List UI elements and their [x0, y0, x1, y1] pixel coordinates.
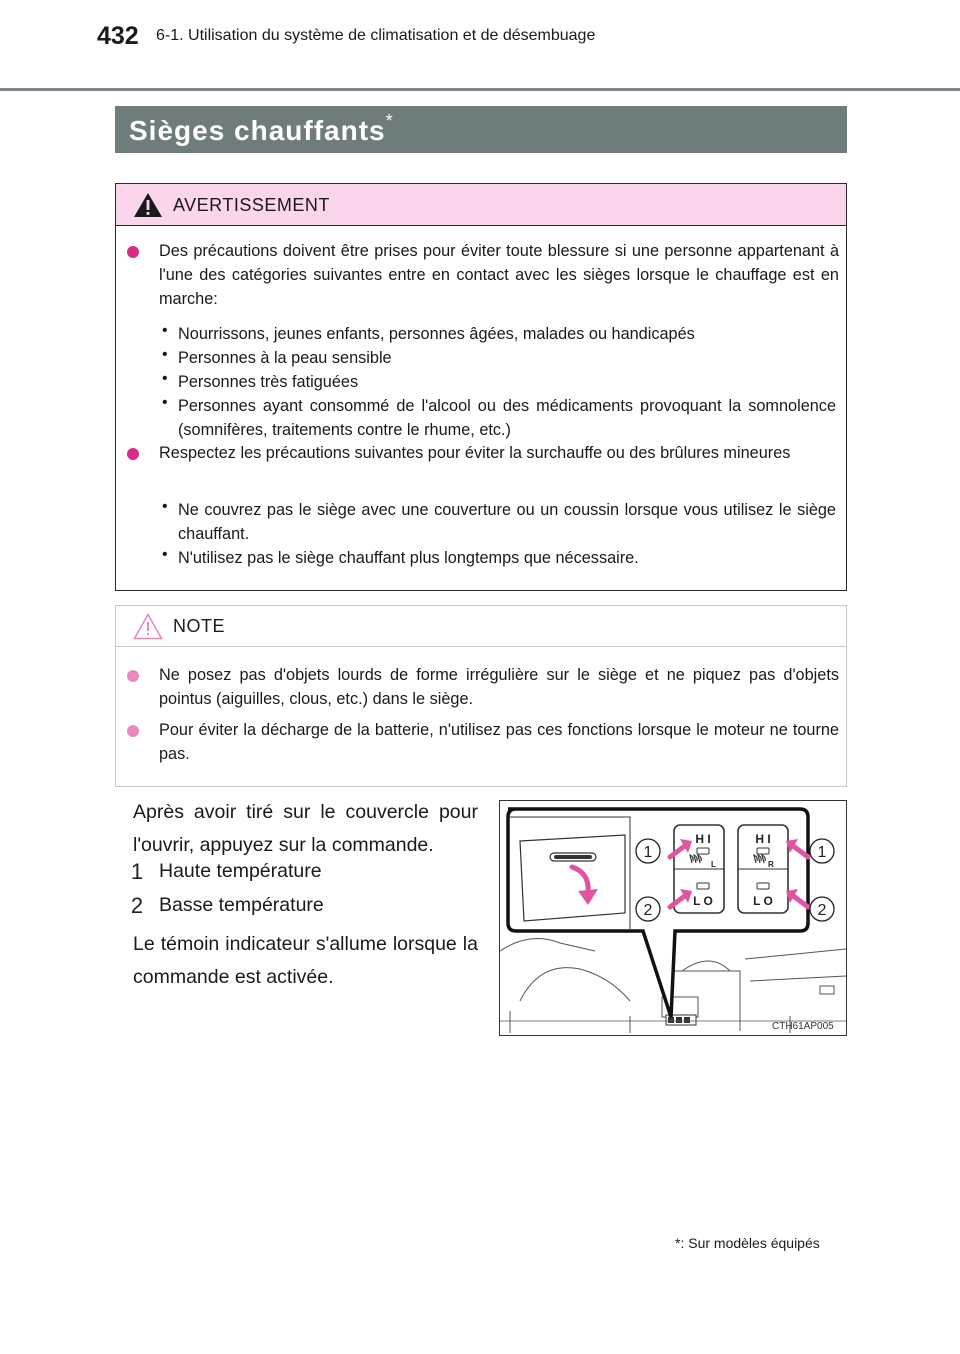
section-title	[129, 111, 394, 147]
caution-triangle-icon	[133, 613, 163, 640]
bullet-icon	[127, 246, 139, 258]
warning-item-1: Des précautions doivent être prises pour éviter toute blessure si une personne appartenant à l'une des catégories suivantes entre en contact avec les sièges lorsque le chauffage est en marche:	[159, 242, 839, 308]
note-item: Ne posez pas d'objets lourds de forme irrégulière sur le siège et ne piquez pas d'objets pointus (aiguilles, clous, etc.) dans le siège.	[159, 666, 839, 708]
number-badge-2	[124, 892, 150, 918]
warning-item-2: Respectez les précautions suivantes pour éviter la surchauffe ou des brûlures mineures	[159, 444, 791, 462]
note-header	[116, 606, 846, 647]
bullet-icon	[127, 725, 139, 737]
warning-heading: AVERTISSEMENT	[173, 195, 330, 215]
note-heading: NOTE	[173, 616, 226, 636]
callout-number: 1	[817, 844, 827, 861]
lo-label: L O	[753, 894, 773, 908]
footnote-mark: *	[675, 1235, 681, 1251]
warning-sub-item: Nourrissons, jeunes enfants, personnes âgées, malades ou handicapés	[178, 325, 695, 343]
section-title-bar	[115, 106, 847, 153]
seat-heater-illustration	[499, 800, 847, 1036]
callout-number: 2	[643, 902, 653, 919]
right-letter: R	[768, 860, 774, 869]
sub-bullet-icon: •	[162, 346, 168, 363]
intro-text: Après avoir tiré sur le couvercle pour l'ouvrir, appuyez sur la commande.	[133, 801, 478, 856]
note-item: Pour éviter la décharge de la batterie, n'utilisez pas ces fonctions lorsque le moteur ne tourne pas.	[159, 721, 839, 763]
warning-sub-item: Personnes à la peau sensible	[178, 349, 392, 367]
section-title-text: Sièges chauffants	[129, 115, 386, 146]
badge-number: 1	[130, 859, 144, 884]
bullet-icon	[127, 448, 139, 460]
item-high-temp: Haute température	[159, 860, 322, 882]
lo-label: L O	[693, 894, 713, 908]
warning-sub-item: Ne couvrez pas le siège avec une couverture ou un coussin lorsque vous utilisez le siège chauffant.	[178, 501, 836, 543]
warning-box	[115, 183, 847, 591]
warning-header	[116, 184, 846, 226]
indicator-text: Le témoin indicateur s'allume lorsque la commande est activée.	[133, 933, 478, 988]
badge-number: 2	[130, 893, 144, 918]
warning-sub-item: N'utilisez pas le siège chauffant plus longtemps que nécessaire.	[178, 549, 639, 567]
chapter-title: 6-1. Utilisation du système de climatisation et de désembuage	[156, 27, 596, 44]
sub-bullet-icon: •	[162, 394, 168, 411]
dashboard-drawing	[500, 801, 846, 1035]
sub-bullet-icon: •	[162, 546, 168, 563]
number-badge-1	[124, 858, 150, 884]
left-letter: L	[711, 860, 716, 869]
hi-label: H I	[695, 832, 711, 846]
warning-sub-item: Personnes très fatiguées	[178, 373, 359, 391]
bullet-icon	[127, 670, 139, 682]
note-box	[115, 605, 847, 787]
sub-bullet-icon: •	[162, 370, 168, 387]
figure-code: CTH61AP005	[772, 1021, 834, 1032]
footnote	[675, 1235, 820, 1251]
warning-sub-item: Personnes ayant consommé de l'alcool ou des médicaments provoquant la somnolence (somnifères, traitements contre le rhume, etc.)	[178, 397, 836, 439]
item-low-temp: Basse température	[159, 894, 324, 916]
callout-number: 2	[817, 902, 827, 919]
sub-bullet-icon: •	[162, 322, 168, 339]
warning-triangle-icon	[133, 192, 163, 218]
page-number: 432	[97, 22, 139, 50]
asterisk-mark: *	[385, 111, 394, 131]
callout-number: 1	[643, 844, 653, 861]
header-divider	[0, 88, 960, 91]
footnote-text: : Sur modèles équipés	[680, 1235, 820, 1251]
sub-bullet-icon: •	[162, 498, 168, 515]
hi-label: H I	[755, 832, 771, 846]
